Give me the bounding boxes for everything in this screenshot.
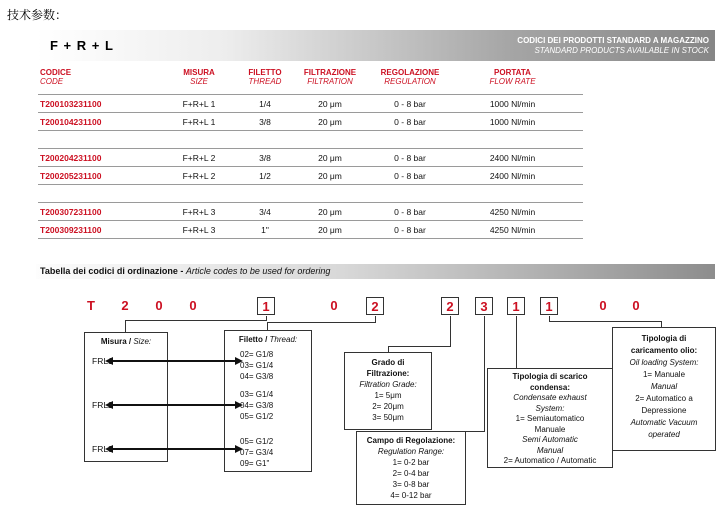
thread-option: 03= G1/4 (240, 390, 274, 399)
oil-box (612, 327, 716, 451)
code-char-filtration: 2 (441, 297, 459, 315)
table-row (38, 166, 583, 184)
connector-line (267, 322, 376, 323)
column-header-code: CODICE CODE (40, 68, 72, 86)
exhaust-option-en: Semi Automatic (522, 435, 578, 444)
oil-box-title: caricamento olio: (630, 346, 698, 355)
connector-line (388, 346, 451, 347)
table-row (38, 220, 583, 238)
connector-line (484, 316, 485, 432)
column-header-flowrate: PORTATA FLOW RATE (489, 68, 536, 86)
cell-size: F+R+L 1 (182, 116, 216, 127)
product-code: T200307231100 (40, 206, 102, 217)
code-char: 2 (121, 298, 129, 313)
regulation-box (356, 431, 466, 505)
table-row (38, 94, 583, 112)
size-thread-arrow (113, 360, 235, 362)
regulation-option: 3= 0-8 bar (392, 480, 430, 489)
cell-regulation: 0 - 8 bar (394, 98, 426, 109)
cell-thread: 3/4 (259, 206, 271, 217)
table-group-frl1 (38, 94, 583, 131)
cell-flowrate: 4250 Nl/min (489, 224, 536, 235)
cell-filtration: 20 μm (318, 170, 342, 181)
table-header-row (38, 68, 583, 86)
exhaust-option: 2= Automatico / Automatic (503, 456, 597, 465)
cell-filtration: 20 μm (318, 98, 342, 109)
connector-line (549, 321, 662, 322)
cell-flowrate: 2400 Nl/min (489, 170, 536, 181)
cell-filtration: 20 μm (318, 152, 342, 163)
cell-size: F+R+L 3 (182, 206, 216, 217)
cell-filtration: 20 μm (318, 116, 342, 127)
table-group-frl2 (38, 148, 583, 185)
size-option-frl3: FRL3 (92, 444, 113, 454)
exhaust-box-title-en: Condensate exhaust (513, 393, 587, 402)
filtration-box (344, 352, 432, 430)
cell-thread: 3/8 (259, 152, 271, 163)
table-group-frl3 (38, 202, 583, 239)
cell-filtration: 20 μm (318, 224, 342, 235)
cell-flowrate: 2400 Nl/min (489, 152, 536, 163)
oil-option-en: operated (648, 430, 680, 439)
exhaust-box-title-en: System: (535, 403, 565, 413)
cell-regulation: 0 - 8 bar (394, 206, 426, 217)
code-char: 0 (632, 298, 640, 313)
oil-option-en: Manual (650, 382, 678, 391)
thread-option: 04= G3/8 (240, 372, 274, 381)
product-code: T200309231100 (40, 224, 102, 235)
table-row (38, 112, 583, 130)
cell-flowrate: 4250 Nl/min (489, 206, 536, 217)
size-thread-arrow (113, 448, 235, 450)
thread-box-title: Filetto / Thread: (238, 335, 298, 344)
table-row (38, 148, 583, 166)
cell-regulation: 0 - 8 bar (394, 116, 426, 127)
product-code: T200103231100 (40, 98, 102, 109)
thread-option: 04= G3/8 (240, 401, 274, 410)
cell-thread: 1/2 (259, 170, 271, 181)
ordering-title-italian: Tabella dei codici di ordinazione - (40, 266, 186, 276)
stock-title-english: STANDARD PRODUCTS AVAILABLE IN STOCK (534, 45, 709, 55)
filtration-option: 1= 5μm (374, 391, 402, 400)
code-char-exhaust: 1 (507, 297, 525, 315)
size-box-title: Misura / Size: (100, 337, 152, 346)
connector-line (450, 316, 451, 347)
thread-option: 02= G1/8 (240, 350, 274, 359)
cell-flowrate: 1000 Nl/min (489, 116, 536, 127)
thread-options-frl1 (225, 349, 311, 382)
regulation-option: 2= 0-4 bar (392, 469, 430, 478)
code-char: 0 (189, 298, 197, 313)
filtration-option: 3= 50μm (372, 413, 404, 422)
column-header-thread: FILETTO THREAD (248, 68, 282, 86)
connector-line (516, 316, 517, 369)
code-char: 0 (330, 298, 338, 313)
ordering-header-bar (36, 264, 715, 279)
code-char-regulation: 3 (475, 297, 493, 315)
exhaust-box-title: condensa: (529, 382, 570, 392)
stock-title-italian: CODICI DEI PRODOTTI STANDARD A MAGAZZINO (517, 35, 709, 45)
column-header-regulation: REGOLAZIONE REGULATION (380, 68, 440, 86)
size-thread-arrow (113, 404, 235, 406)
product-name: F + R + L (50, 38, 114, 53)
cell-flowrate: 1000 Nl/min (489, 98, 536, 109)
filtration-box-title-en: Filtration Grade: (359, 380, 417, 389)
cell-filtration: 20 μm (318, 206, 342, 217)
stock-header-titles (517, 36, 715, 56)
filtration-box-title: Grado di (371, 358, 405, 367)
code-char-size: 1 (257, 297, 275, 315)
exhaust-box-title: Tipologia di scarico (512, 372, 588, 381)
cell-regulation: 0 - 8 bar (394, 224, 426, 235)
table-row (38, 202, 583, 220)
column-header-filtration: FILTRAZIONE FILTRATION (303, 68, 357, 86)
filtration-box-title: Filtrazione: (366, 369, 410, 378)
product-code: T200104231100 (40, 116, 102, 127)
product-code: T200204231100 (40, 152, 102, 163)
code-char: T (87, 298, 95, 313)
exhaust-option: 1= Semiautomatico (515, 414, 585, 423)
oil-box-title-en: Oil loading System: (629, 358, 699, 367)
cell-thread: 1" (261, 224, 269, 235)
cell-size: F+R+L 3 (182, 224, 216, 235)
thread-option: 03= G1/4 (240, 361, 274, 370)
product-code: T200205231100 (40, 170, 102, 181)
code-char-thread: 2 (366, 297, 384, 315)
code-char: 0 (155, 298, 163, 313)
size-option-frl1: FRL1 (92, 356, 113, 366)
thread-option: 09= G1" (240, 459, 270, 468)
cell-regulation: 0 - 8 bar (394, 170, 426, 181)
oil-box-title: Tipologia di (641, 334, 687, 343)
thread-option: 05= G1/2 (240, 412, 274, 421)
products-table (38, 68, 583, 256)
connector-line (125, 320, 267, 321)
oil-option: 2= Automatico a (635, 394, 693, 403)
cell-regulation: 0 - 8 bar (394, 152, 426, 163)
regulation-option: 1= 0-2 bar (392, 458, 430, 467)
thread-option: 07= G3/4 (240, 448, 274, 457)
cell-thread: 3/8 (259, 116, 271, 127)
oil-option-en: Automatic Vacuum (630, 418, 698, 427)
filtration-option: 2= 20μm (372, 402, 404, 411)
ordering-title-english: Article codes to be used for ordering (185, 266, 331, 276)
thread-option: 05= G1/2 (240, 437, 274, 446)
exhaust-option: Manuale (534, 424, 566, 434)
oil-option: 1= Manuale (642, 370, 686, 379)
cell-size: F+R+L 1 (182, 98, 216, 109)
code-char-oil: 1 (540, 297, 558, 315)
stock-header-bar (36, 30, 715, 61)
page-title: 技术参数： (7, 8, 68, 22)
code-char: 0 (599, 298, 607, 313)
connector-line (466, 431, 485, 432)
regulation-box-title: Campo di Regolazione: (366, 436, 456, 445)
size-option-frl2: FRL2 (92, 400, 113, 410)
cell-size: F+R+L 2 (182, 170, 216, 181)
size-box (84, 332, 168, 462)
oil-option: Depressione (641, 406, 687, 415)
regulation-option: 4= 0-12 bar (390, 491, 432, 500)
regulation-box-title-en: Regulation Range: (377, 447, 445, 456)
cell-size: F+R+L 2 (182, 152, 216, 163)
column-header-size: MISURA SIZE (183, 68, 215, 86)
exhaust-box (487, 368, 613, 468)
cell-thread: 1/4 (259, 98, 271, 109)
exhaust-option-en: Manual (536, 445, 564, 455)
